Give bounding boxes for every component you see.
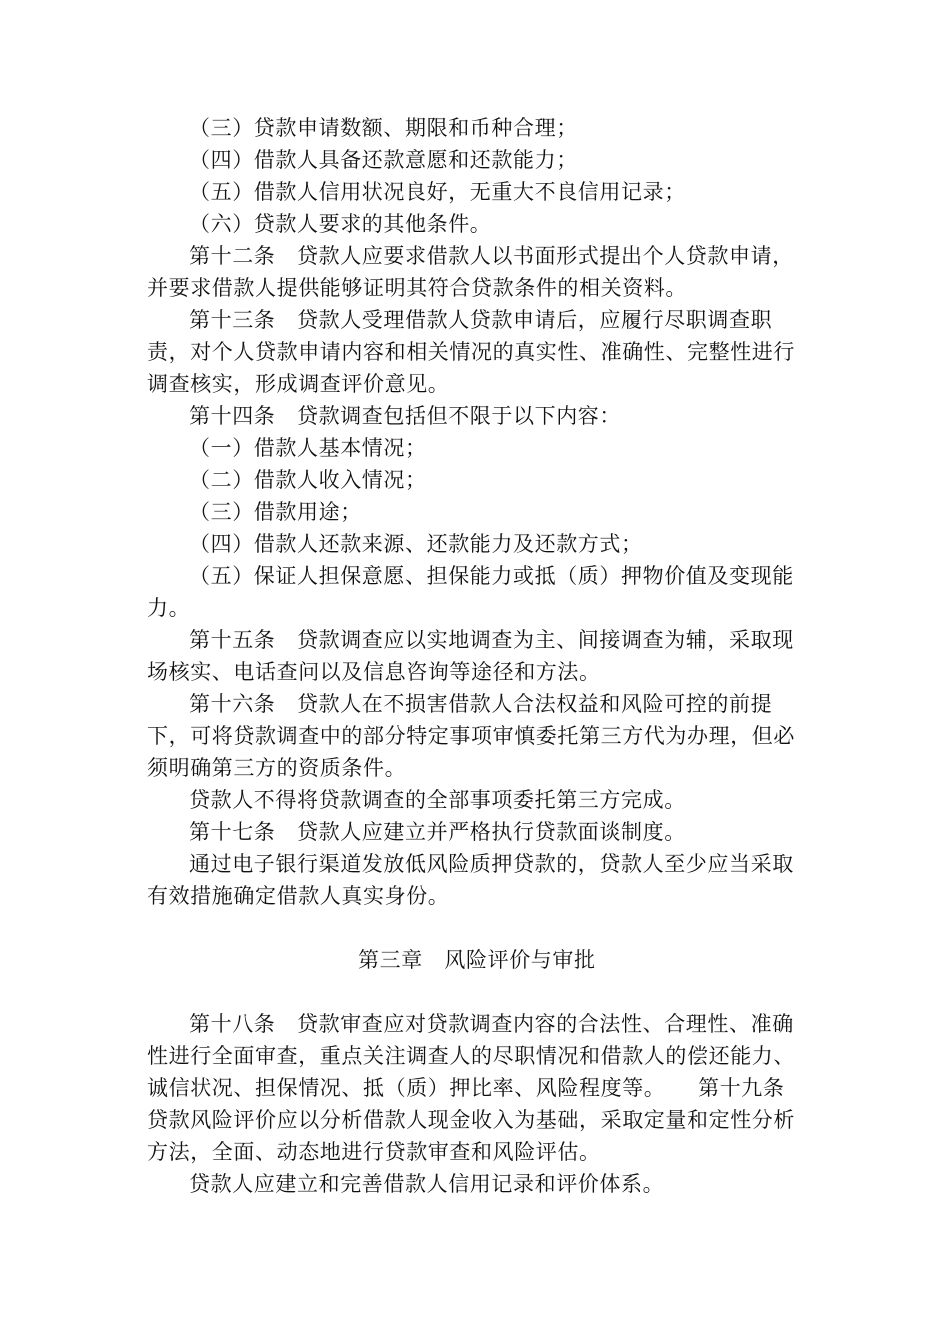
text-line: （六）贷款人要求的其他条件。: [189, 212, 503, 236]
text-line: （五）保证人担保意愿、担保能力或抵（质）押物价值及变现能: [189, 564, 794, 588]
text-line: （一）借款人基本情况；: [189, 436, 460, 460]
text-line: 有效措施确定借款人真实身份。: [147, 884, 483, 908]
text-line: 下，可将贷款调查中的部分特定事项审慎委托第三方代为办理，但必: [147, 724, 795, 748]
article-17-start: 第十七条 贷款人应建立并严格执行贷款面谈制度。: [189, 820, 719, 844]
text-line: 须明确第三方的资质条件。: [147, 756, 439, 780]
chapter-title: 第三章 风险评价与审批: [358, 948, 618, 972]
text-line: （三）借款用途；: [189, 500, 395, 524]
article-14-start: 第十四条 贷款调查包括但不限于以下内容：: [189, 404, 654, 428]
article-13-start: 第十三条 贷款人受理借款人贷款申请后，应履行尽职调查职: [189, 308, 773, 332]
text-line: （二）借款人收入情况；: [189, 468, 460, 492]
text-line: （四）借款人还款来源、还款能力及还款方式；: [189, 532, 676, 556]
text-line: 诚信状况、担保情况、抵（质）押比率、风险程度等。 第十九条: [147, 1076, 807, 1100]
text-line: 场核实、电话查问以及信息咨询等途径和方法。: [147, 660, 634, 684]
text-line: 通过电子银行渠道发放低风险质押贷款的，贷款人至少应当采取: [189, 852, 794, 876]
article-16-start: 第十六条 贷款人在不损害借款人合法权益和风险可控的前提: [189, 692, 773, 716]
text-line: 方法，全面、动态地进行贷款审查和风险评估。: [147, 1140, 601, 1164]
text-line: 贷款人应建立和完善借款人信用记录和评价体系。: [189, 1172, 697, 1196]
article-15-start: 第十五条 贷款调查应以实地调查为主、间接调查为辅，采取现: [189, 628, 794, 652]
article-12-start: 第十二条 贷款人应要求借款人以书面形式提出个人贷款申请，: [189, 244, 794, 268]
text-line: 力。: [147, 596, 202, 620]
text-line: （四）借款人具备还款意愿和还款能力；: [189, 148, 611, 172]
text-line: （三）贷款申请数额、期限和币种合理；: [189, 116, 611, 140]
text-line: 贷款风险评价应以分析借款人现金收入为基础，采取定量和定性分析: [147, 1108, 795, 1132]
text-line: 责，对个人贷款申请内容和相关情况的真实性、准确性、完整性进行: [147, 340, 795, 364]
text-line: 调查核实，形成调查评价意见。: [147, 372, 483, 396]
text-line: （五）借款人信用状况良好，无重大不良信用记录；: [189, 180, 719, 204]
text-line: 并要求借款人提供能够证明其符合贷款条件的相关资料。: [147, 276, 720, 300]
article-18-start: 第十八条 贷款审查应对贷款调查内容的合法性、合理性、准确: [189, 1012, 794, 1036]
text-line: 性进行全面审查，重点关注调查人的尽职情况和借款人的偿还能力、: [147, 1044, 795, 1068]
text-line: 贷款人不得将贷款调查的全部事项委托第三方完成。: [189, 788, 719, 812]
